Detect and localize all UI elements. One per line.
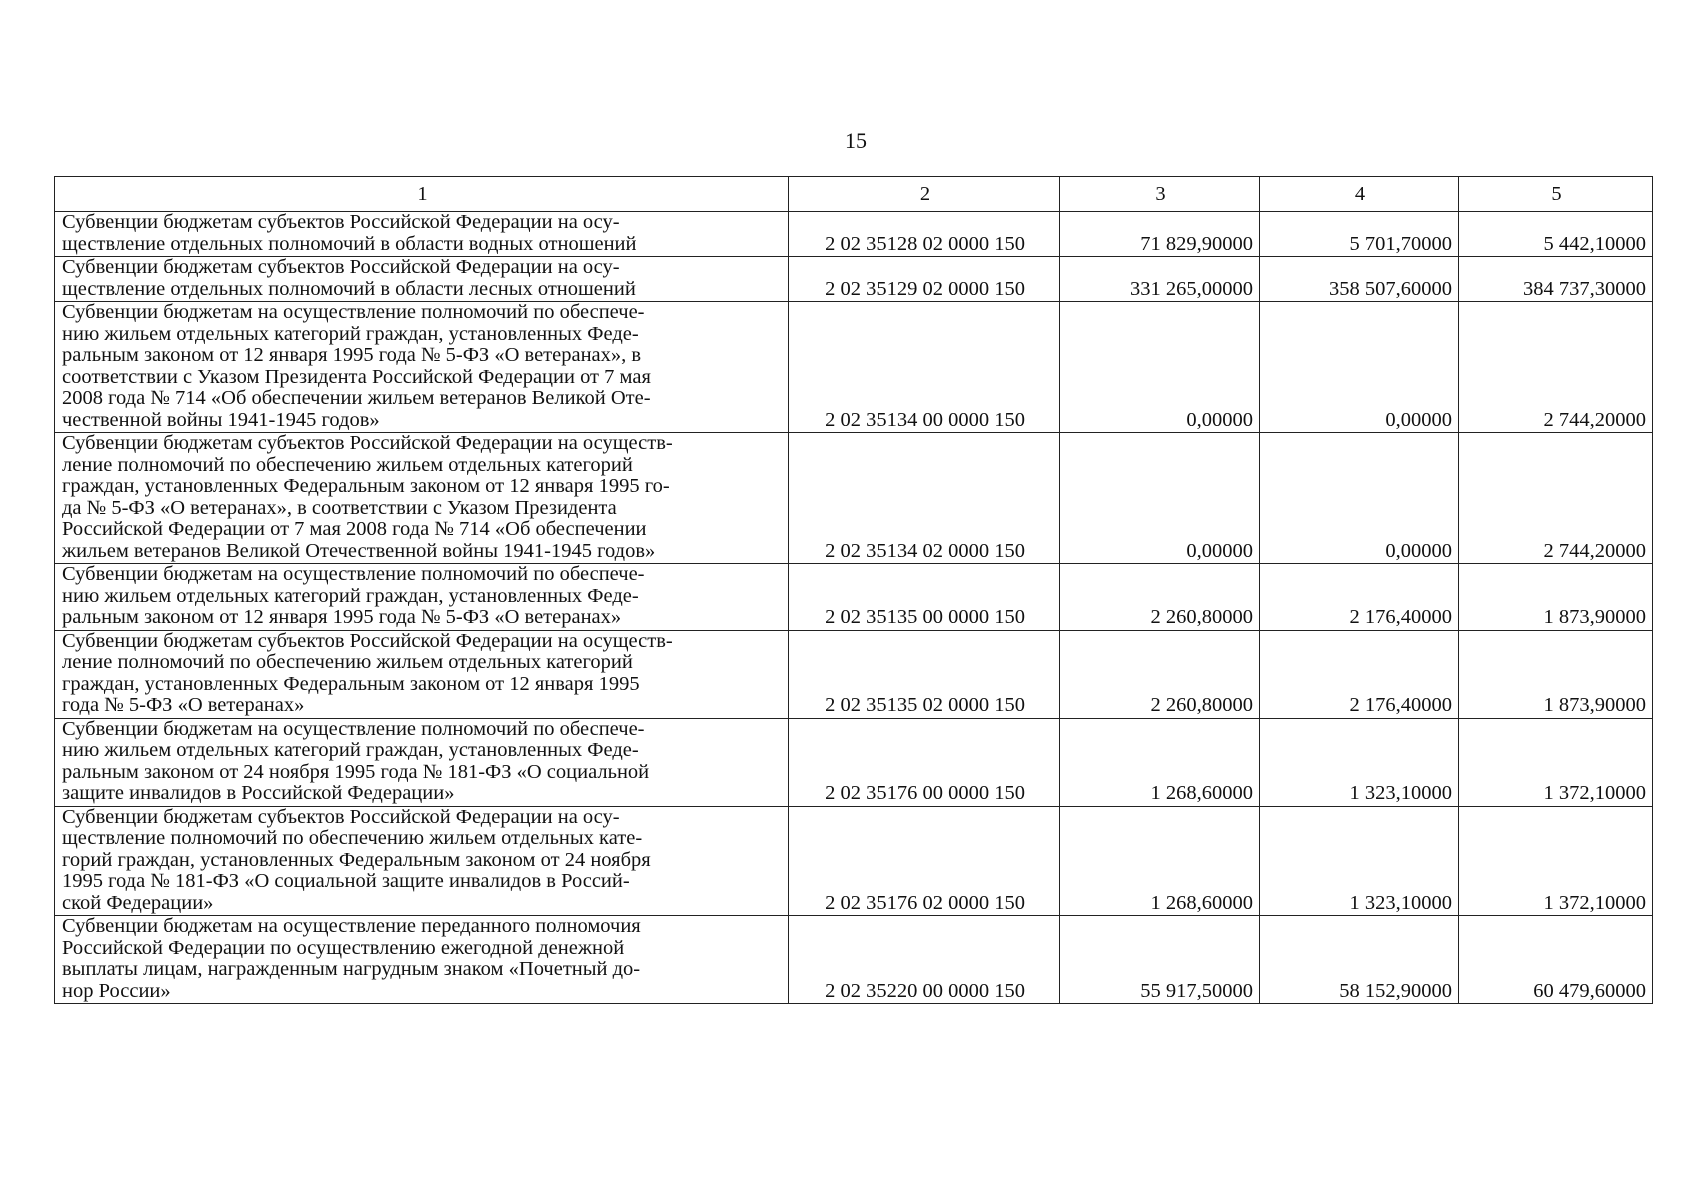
subvention-name-line: граждан, установленных Федеральным законом от 12 января 1995 го- — [62, 475, 670, 497]
amount-cell: 1 372,10000 — [1459, 806, 1653, 916]
subvention-name-cell — [55, 806, 789, 916]
table-row — [55, 718, 1653, 806]
subvention-name-line: Субвенции бюджетам на осуществление полномочий по обеспече- — [62, 563, 645, 585]
table-row — [55, 806, 1653, 916]
budget-code-cell: 2 02 35129 02 0000 150 — [789, 257, 1060, 302]
table-row — [55, 257, 1653, 302]
subvention-name-line: жильем ветеранов Великой Отечественной войны 1941-1945 годов» — [62, 539, 656, 562]
subvention-name-cell — [55, 630, 789, 718]
subvention-name-line: ление полномочий по обеспечению жильем отдельных категорий — [62, 651, 633, 673]
subvention-name-line: Субвенции бюджетам на осуществление полномочий по обеспече- — [62, 717, 645, 740]
subvention-name-line: ществление отдельных полномочий в области водных отношений — [62, 232, 637, 255]
budget-code-cell: 2 02 35134 02 0000 150 — [789, 433, 1060, 564]
budget-code-cell: 2 02 35220 00 0000 150 — [789, 916, 1060, 1004]
subvention-name-cell — [55, 257, 789, 302]
amount-cell: 2 176,40000 — [1260, 564, 1459, 631]
subvention-name-line: Субвенции бюджетам субъектов Российской Федерации на осу- — [62, 805, 620, 828]
amount-cell: 5 701,70000 — [1260, 212, 1459, 257]
subvention-name-line: граждан, установленных Федеральным законом от 12 января 1995 — [62, 672, 640, 695]
budget-table — [54, 176, 1653, 1004]
page-number: 15 — [845, 128, 867, 153]
header-cell: 2 — [789, 177, 1060, 212]
header-cell: 1 — [55, 177, 789, 212]
subvention-name-line: горий граждан, установленных Федеральным законом от 24 ноября — [62, 848, 651, 871]
table-row — [55, 302, 1653, 433]
subvention-name-line: выплаты лицам, награжденным нагрудным знаком «Почетный до- — [62, 958, 641, 980]
amount-cell: 60 479,60000 — [1459, 916, 1653, 1004]
subvention-name-cell — [55, 564, 789, 631]
subvention-name-line: ральным законом от 24 ноября 1995 года № 181-ФЗ «О социальной — [62, 760, 650, 783]
table-row — [55, 916, 1653, 1004]
subvention-name-cell — [55, 302, 789, 433]
subvention-name-line: нию жильем отдельных категорий граждан, установленных Феде- — [62, 584, 639, 607]
header-cell: 3 — [1060, 177, 1260, 212]
amount-cell: 0,00000 — [1260, 302, 1459, 433]
subvention-name-line: Субвенции бюджетам на осуществление полномочий по обеспече- — [62, 301, 645, 323]
amount-cell: 331 265,00000 — [1060, 257, 1260, 302]
header-cell: 4 — [1260, 177, 1459, 212]
amount-cell: 0,00000 — [1260, 433, 1459, 564]
subvention-name-line: соответствии с Указом Президента Российской Федерации от 7 мая — [62, 365, 651, 388]
subvention-name-line: 1995 года № 181-ФЗ «О социальной защите инвалидов в Россий- — [62, 870, 630, 892]
amount-cell: 0,00000 — [1060, 302, 1260, 433]
subvention-name-line: Субвенции бюджетам субъектов Российской Федерации на осу- — [62, 256, 620, 278]
table-body — [55, 212, 1653, 1004]
amount-cell: 2 260,80000 — [1060, 564, 1260, 631]
amount-cell: 2 744,20000 — [1459, 433, 1653, 564]
subvention-name-line: защите инвалидов в Российской Федерации» — [62, 782, 455, 804]
subvention-name-cell — [55, 718, 789, 806]
amount-cell: 71 829,90000 — [1060, 212, 1260, 257]
header-row — [55, 177, 1653, 212]
budget-code-cell: 2 02 35128 02 0000 150 — [789, 212, 1060, 257]
subvention-name-line: чественной войны 1941-1945 годов» — [62, 408, 380, 431]
subvention-name-line: Субвенции бюджетам субъектов Российской Федерации на осуществ- — [62, 629, 673, 652]
subvention-name-line: года № 5-ФЗ «О ветеранах» — [62, 694, 305, 716]
amount-cell: 1 268,60000 — [1060, 718, 1260, 806]
table-row — [55, 630, 1653, 718]
table-row — [55, 564, 1653, 631]
amount-cell: 0,00000 — [1060, 433, 1260, 564]
amount-cell: 1 268,60000 — [1060, 806, 1260, 916]
amount-cell: 2 176,40000 — [1260, 630, 1459, 718]
subvention-name-line: Субвенции бюджетам субъектов Российской Федерации на осу- — [62, 211, 620, 233]
amount-cell: 1 372,10000 — [1459, 718, 1653, 806]
header-cell: 5 — [1459, 177, 1653, 212]
subvention-name-line: Субвенции бюджетам субъектов Российской Федерации на осуществ- — [62, 432, 673, 454]
subvention-name-line: Российской Федерации от 7 мая 2008 года № 714 «Об обеспечении — [62, 518, 647, 540]
subvention-name-cell — [55, 433, 789, 564]
amount-cell: 1 873,90000 — [1459, 630, 1653, 718]
table-row — [55, 433, 1653, 564]
subvention-name-line: ществление отдельных полномочий в области лесных отношений — [62, 277, 636, 300]
amount-cell: 5 442,10000 — [1459, 212, 1653, 257]
table-row — [55, 212, 1653, 257]
amount-cell: 2 744,20000 — [1459, 302, 1653, 433]
budget-code-cell: 2 02 35176 00 0000 150 — [789, 718, 1060, 806]
amount-cell: 58 152,90000 — [1260, 916, 1459, 1004]
subvention-name-line: ральным законом от 12 января 1995 года № 5-ФЗ «О ветеранах», в — [62, 344, 642, 366]
amount-cell: 384 737,30000 — [1459, 257, 1653, 302]
budget-code-cell: 2 02 35134 00 0000 150 — [789, 302, 1060, 433]
subvention-name-cell — [55, 212, 789, 257]
budget-code-cell: 2 02 35176 02 0000 150 — [789, 806, 1060, 916]
subvention-name-line: ской Федерации» — [62, 891, 214, 914]
subvention-name-line: Российской Федерации по осуществлению ежегодной денежной — [62, 936, 625, 959]
subvention-name-line: ление полномочий по обеспечению жильем отдельных категорий — [62, 453, 633, 476]
budget-code-cell: 2 02 35135 02 0000 150 — [789, 630, 1060, 718]
subvention-name-line: ральным законом от 12 января 1995 года № 5-ФЗ «О ветеранах» — [62, 606, 622, 628]
subvention-name-line: ществление полномочий по обеспечению жильем отдельных кате- — [62, 827, 643, 849]
amount-cell: 2 260,80000 — [1060, 630, 1260, 718]
amount-cell: 1 323,10000 — [1260, 806, 1459, 916]
subvention-name-line: 2008 года № 714 «Об обеспечении жильем ветеранов Великой Оте- — [62, 387, 651, 409]
budget-code-cell: 2 02 35135 00 0000 150 — [789, 564, 1060, 631]
amount-cell: 358 507,60000 — [1260, 257, 1459, 302]
subvention-name-line: да № 5-ФЗ «О ветеранах», в соответствии с Указом Президента — [62, 496, 617, 519]
amount-cell: 1 873,90000 — [1459, 564, 1653, 631]
amount-cell: 1 323,10000 — [1260, 718, 1459, 806]
amount-cell: 55 917,50000 — [1060, 916, 1260, 1004]
subvention-name-line: нию жильем отдельных категорий граждан, установленных Феде- — [62, 739, 639, 761]
subvention-name-line: Субвенции бюджетам на осуществление переданного полномочия — [62, 915, 641, 937]
subvention-name-line: нию жильем отдельных категорий граждан, установленных Феде- — [62, 322, 639, 345]
subvention-name-cell — [55, 916, 789, 1004]
subvention-name-line: нор России» — [62, 979, 171, 1002]
